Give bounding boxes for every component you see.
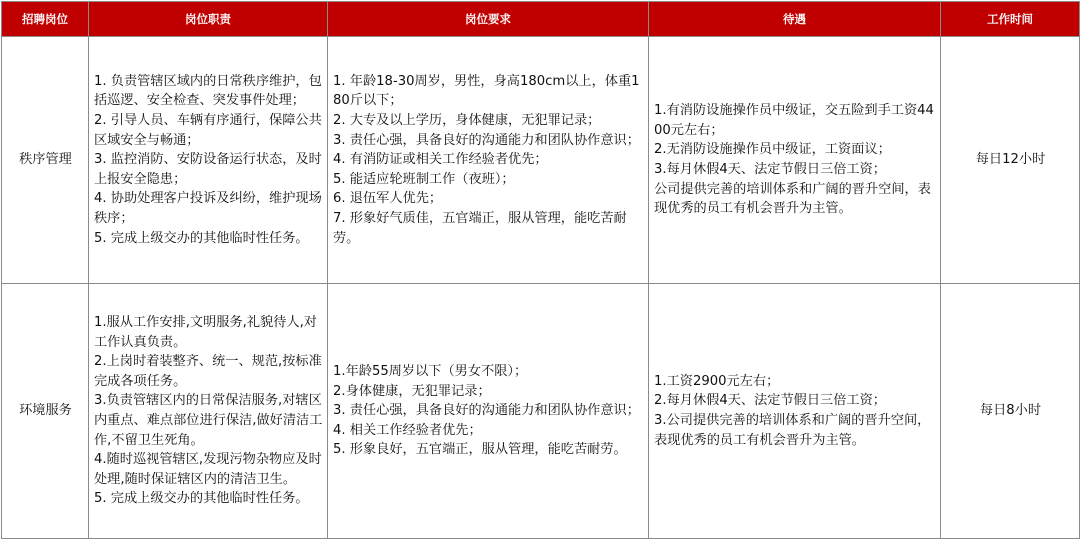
requirement-item: 2. 大专及以上学历，身体健康，无犯罪记录； [333, 113, 601, 129]
requirement-item: 2.身体健康，无犯罪记录； [333, 383, 491, 399]
requirement-item: 3. 责任心强，具备良好的沟通能力和团队协作意识； [333, 403, 640, 419]
hours-cell: 每日12小时 [941, 37, 1080, 284]
hours-cell: 每日8小时 [941, 284, 1080, 539]
duty-item: 5. 完成上级交办的其他临时性任务。 [94, 491, 309, 507]
requirement-item: 5. 形象良好，五官端正，服从管理，能吃苦耐劳。 [333, 442, 627, 458]
requirement-item: 4. 有消防证或相关工作经验者优先； [333, 152, 548, 168]
header-benefits: 待遇 [649, 2, 941, 37]
duty-item: 4.随时巡视管辖区,发现污物杂物应及时处理,随时保证辖区内的清洁卫生。 [94, 452, 322, 487]
requirement-item: 7. 形象好气质佳，五官端正，服从管理，能吃苦耐劳。 [333, 210, 627, 246]
benefit-item: 2.无消防设施操作员中级证，工资面议； [654, 142, 891, 158]
duty-item: 1.服从工作安排,文明服务,礼貌待人,对工作认真负责。 [94, 315, 317, 350]
benefit-item: 1.工资2900元左右； [654, 373, 780, 389]
benefit-item: 2.每月休假4天、法定节假日三倍工资； [654, 393, 886, 409]
duty-item: 4. 协助处理客户投诉及纠纷，维护现场秩序； [94, 191, 322, 226]
benefits-cell [649, 37, 941, 284]
duties-cell [89, 37, 328, 284]
requirement-item: 6. 退伍军人优先； [333, 191, 443, 207]
table-row [2, 37, 1080, 284]
requirement-item: 3. 责任心强，具备良好的沟通能力和团队协作意识； [333, 132, 640, 148]
requirements-cell [328, 284, 649, 539]
table-row [2, 284, 1080, 539]
duty-item: 1. 负责管辖区域内的日常秩序维护，包括巡逻、安全检查、突发事件处理； [94, 73, 322, 109]
duty-item: 2.上岗时着装整齐、统一、规范,按标准完成各项任务。 [94, 354, 322, 389]
duties-cell [89, 284, 328, 539]
benefit-item: 3.公司提供完善的培训体系和广阔的晋升空间，表现优秀的员工有机会晋升为主管。 [654, 413, 931, 448]
duty-item: 3.负责管辖区内的日常保洁服务,对辖区内重点、难点部位进行保洁,做好清洁工作,不留卫生死角。 [94, 393, 323, 448]
requirement-item: 5. 能适应轮班制工作（夜班）； [333, 171, 515, 187]
table-header-row [2, 2, 1080, 37]
header-position: 招聘岗位 [2, 2, 89, 37]
benefit-item: 1.有消防设施操作员中级证，交五险到手工资4400元左右； [654, 103, 934, 138]
recruitment-table [1, 1, 1080, 539]
duty-item: 5. 完成上级交办的其他临时性任务。 [94, 230, 309, 246]
duty-item: 3. 监控消防、安防设备运行状态，及时上报安全隐患； [94, 152, 322, 187]
requirement-item: 4. 相关工作经验者优先； [333, 422, 482, 438]
requirement-item: 1. 年龄18-30周岁，男性，身高180cm以上，体重180斤以下； [333, 73, 640, 109]
header-hours: 工作时间 [941, 2, 1080, 37]
header-requirements: 岗位要求 [328, 2, 649, 37]
position-cell: 环境服务 [2, 284, 89, 539]
position-cell: 秩序管理 [2, 37, 89, 284]
requirements-cell [328, 37, 649, 284]
benefit-item: 3.每月休假4天、法定节假日三倍工资； [654, 162, 886, 177]
header-duties: 岗位职责 [89, 2, 328, 37]
benefits-cell [649, 284, 941, 539]
duty-item: 2. 引导人员、车辆有序通行，保障公共区域安全与畅通； [94, 113, 322, 148]
requirement-item: 1.年龄55周岁以下（男女不限）； [333, 364, 528, 380]
benefit-item: 公司提供完善的培训体系和广阔的晋升空间，表现优秀的员工有机会晋升为主管。 [654, 181, 931, 217]
